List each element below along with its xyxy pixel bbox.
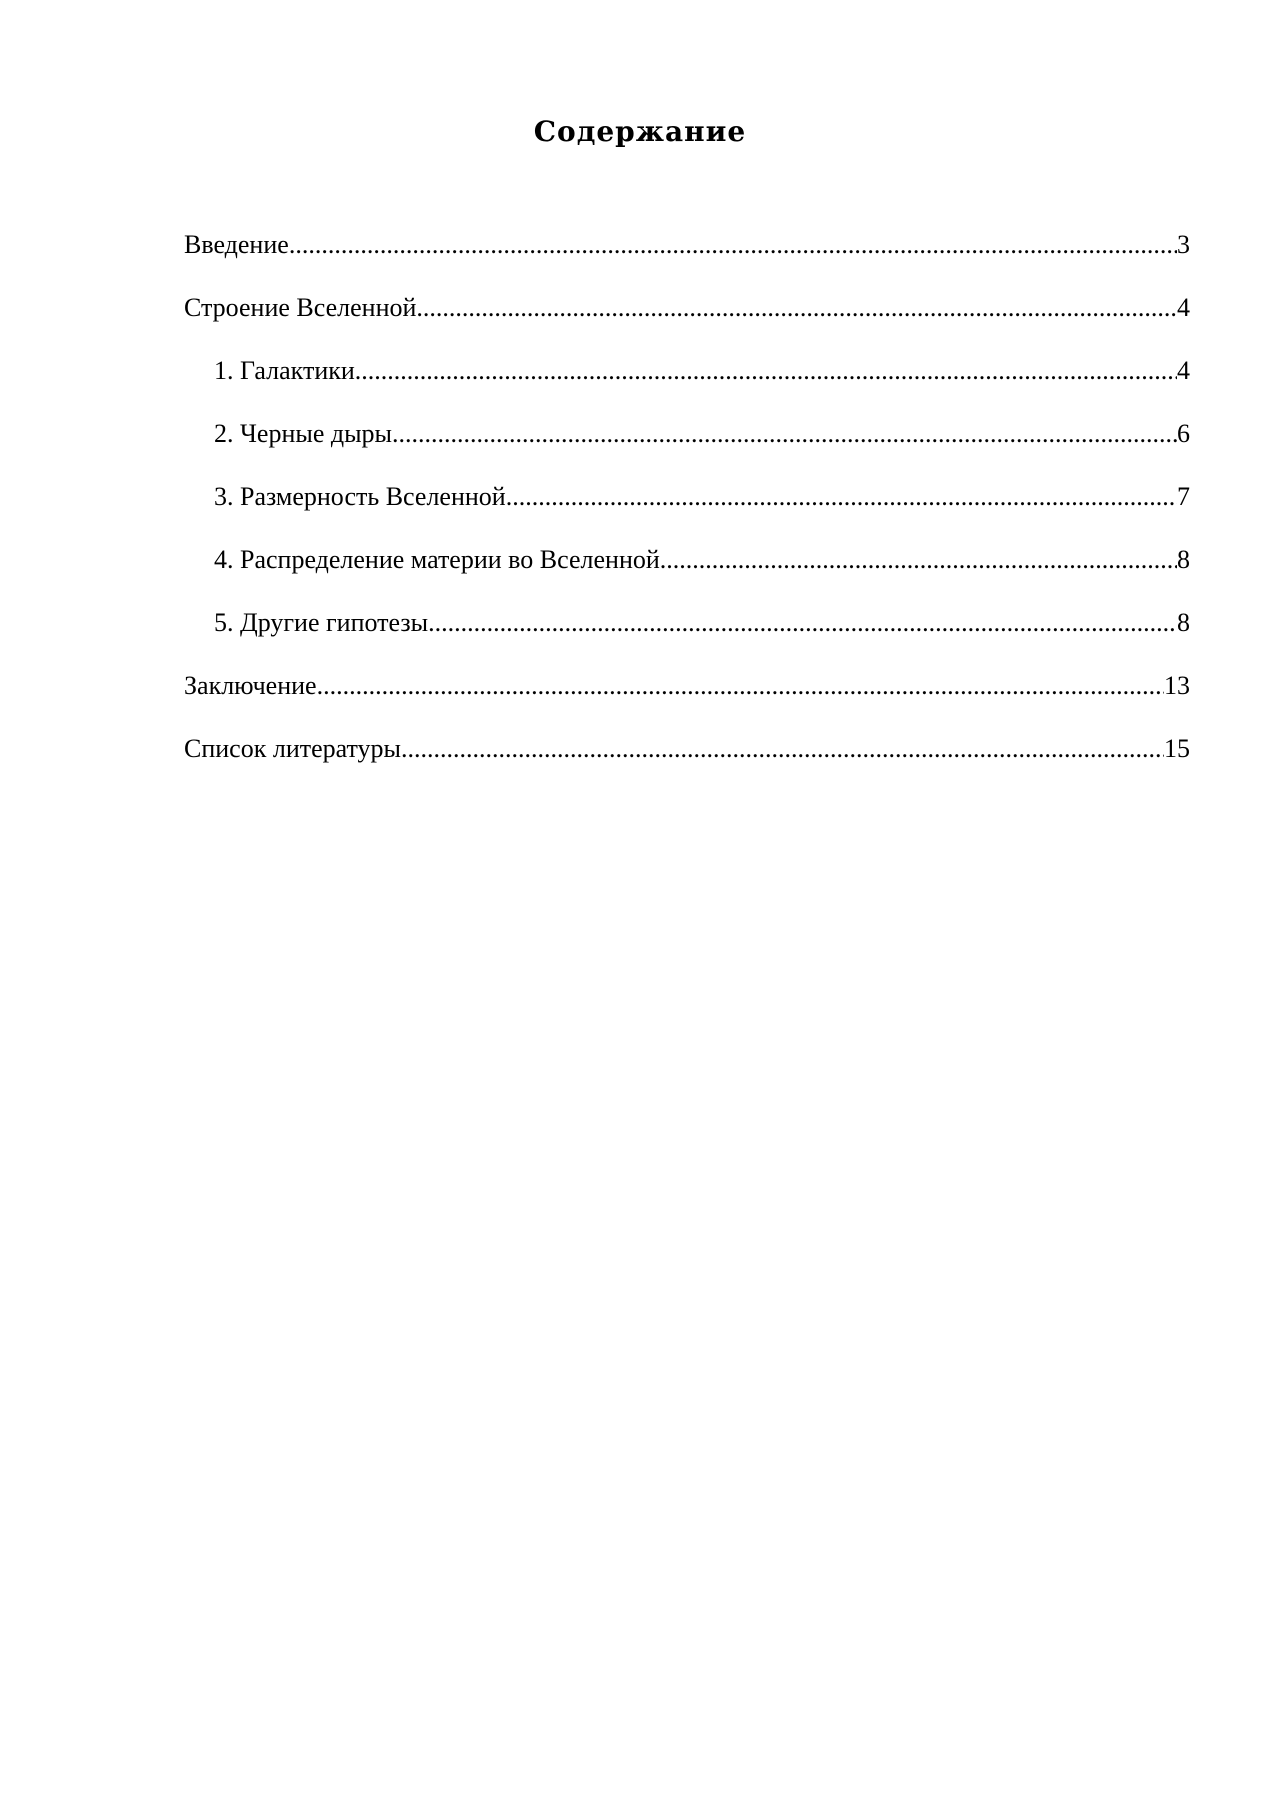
- toc-dot-leader: [317, 669, 1164, 703]
- toc-list: [184, 228, 1190, 795]
- toc-entry-label: 2. Черные дыры: [214, 419, 393, 448]
- toc-entry-label: 5. Другие гипотезы: [214, 608, 429, 637]
- toc-page-number: 13: [1164, 671, 1190, 700]
- toc-entry-label: 3. Размерность Вселенной: [214, 482, 506, 511]
- toc-entry-matter-distribution[interactable]: [184, 543, 1190, 606]
- toc-page-number: 4: [1177, 356, 1190, 385]
- toc-page-number: 7: [1177, 482, 1190, 511]
- toc-dot-leader: [660, 543, 1177, 577]
- toc-entry-label: Строение Вселенной: [184, 293, 417, 322]
- toc-page-number: 8: [1177, 545, 1190, 574]
- toc-dot-leader: [416, 291, 1177, 325]
- toc-dot-leader: [289, 228, 1177, 262]
- toc-dot-leader: [355, 354, 1177, 388]
- toc-entry-introduction[interactable]: [184, 228, 1190, 291]
- toc-entry-label: 4. Распределение материи во Вселенной: [214, 545, 660, 574]
- toc-page-number: 6: [1177, 419, 1190, 448]
- toc-entry-universe-structure[interactable]: [184, 291, 1190, 354]
- toc-entry-bibliography[interactable]: [184, 732, 1190, 795]
- toc-page-number: 15: [1164, 734, 1190, 763]
- toc-dot-leader: [428, 606, 1177, 640]
- toc-entry-black-holes[interactable]: [184, 417, 1190, 480]
- toc-page-number: 4: [1177, 293, 1190, 322]
- toc-dot-leader: [401, 732, 1164, 766]
- toc-entry-label: Заключение: [184, 671, 317, 700]
- toc-dot-leader: [392, 417, 1177, 451]
- toc-entry-label: 1. Галактики: [214, 356, 355, 385]
- toc-entry-dimensionality[interactable]: [184, 480, 1190, 543]
- toc-entry-conclusion[interactable]: [184, 669, 1190, 732]
- toc-dot-leader: [506, 480, 1177, 514]
- toc-entry-other-hypotheses[interactable]: [184, 606, 1190, 669]
- toc-entry-label: Введение: [184, 230, 289, 259]
- toc-entry-galaxies[interactable]: [184, 354, 1190, 417]
- toc-title: Содержание: [533, 115, 747, 148]
- toc-page-number: 8: [1177, 608, 1190, 637]
- toc-page-number: 3: [1177, 230, 1190, 259]
- toc-entry-label: Список литературы: [184, 734, 401, 763]
